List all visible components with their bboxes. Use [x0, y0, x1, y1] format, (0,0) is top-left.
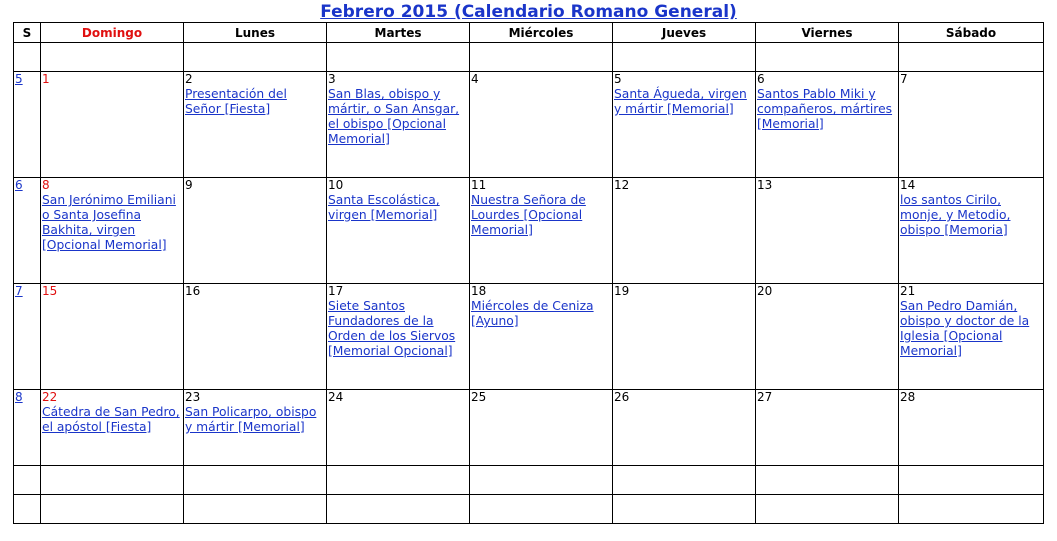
calendar-title-link[interactable]: Febrero 2015 (Calendario Romano General)	[320, 2, 737, 22]
day-number: 18	[471, 284, 487, 298]
day-cell	[899, 390, 1044, 466]
day-cell	[756, 390, 899, 466]
empty-cell	[41, 43, 184, 72]
day-number: 20	[757, 284, 773, 298]
header-monday: Lunes	[184, 23, 327, 43]
day-cell	[899, 284, 1044, 390]
empty-cell	[756, 466, 899, 495]
empty-cell	[756, 495, 899, 524]
event-link[interactable]: Santos Pablo Miki y compañeros, mártires [Memorial]	[757, 87, 893, 131]
empty-cell	[613, 43, 756, 72]
day-number: 1	[42, 72, 50, 86]
empty-row	[14, 495, 1044, 524]
day-number: 23	[185, 390, 201, 404]
day-cell	[184, 72, 327, 178]
empty-row	[14, 43, 1044, 72]
week-number-cell	[14, 72, 41, 178]
week-number-link[interactable]: 7	[15, 284, 23, 298]
day-number: 3	[328, 72, 336, 86]
week-number-cell	[14, 284, 41, 390]
empty-cell	[14, 43, 41, 72]
empty-cell	[327, 495, 470, 524]
empty-cell	[899, 495, 1044, 524]
day-cell	[327, 284, 470, 390]
day-number: 22	[42, 390, 58, 404]
day-cell	[756, 284, 899, 390]
header-saturday: Sábado	[899, 23, 1044, 43]
day-cell	[327, 390, 470, 466]
week-number-link[interactable]: 6	[15, 178, 23, 192]
day-number: 7	[900, 72, 908, 86]
day-number: 13	[757, 178, 773, 192]
day-cell	[184, 178, 327, 284]
empty-cell	[613, 466, 756, 495]
empty-cell	[470, 466, 613, 495]
header-row	[14, 23, 1044, 43]
day-cell	[613, 390, 756, 466]
header-tuesday: Martes	[327, 23, 470, 43]
event-link[interactable]: San Jerónimo Emiliani o Santa Josefina Bakhita, virgen [Opcional Memorial]	[42, 193, 176, 252]
day-number: 6	[757, 72, 765, 86]
day-cell	[756, 72, 899, 178]
empty-cell	[41, 466, 184, 495]
day-cell	[470, 72, 613, 178]
calendar-title	[0, 0, 1057, 23]
empty-cell	[327, 466, 470, 495]
event-link[interactable]: Santa Escolástica, virgen [Memorial]	[328, 193, 440, 222]
event-link[interactable]: San Pedro Damián, obispo y doctor de la Iglesia [Opcional Memorial]	[900, 299, 1030, 358]
empty-cell	[184, 43, 327, 72]
day-number: 12	[614, 178, 630, 192]
week-number-link[interactable]: 5	[15, 72, 23, 86]
day-number: 28	[900, 390, 916, 404]
empty-cell	[899, 43, 1044, 72]
empty-cell	[184, 495, 327, 524]
day-cell	[327, 72, 470, 178]
week-row	[14, 390, 1044, 466]
header-friday: Viernes	[756, 23, 899, 43]
day-cell	[184, 284, 327, 390]
week-number-cell	[14, 390, 41, 466]
day-cell	[470, 178, 613, 284]
event-link[interactable]: Siete Santos Fundadores de la Orden de los Siervos [Memorial Opcional]	[328, 299, 456, 358]
header-week: S	[14, 23, 41, 43]
empty-cell	[470, 495, 613, 524]
day-cell	[470, 284, 613, 390]
event-link[interactable]: Presentación del Señor [Fiesta]	[185, 87, 287, 116]
week-row	[14, 178, 1044, 284]
empty-cell	[756, 43, 899, 72]
empty-cell	[470, 43, 613, 72]
week-row	[14, 284, 1044, 390]
day-number: 24	[328, 390, 344, 404]
day-number: 21	[900, 284, 916, 298]
day-cell	[184, 390, 327, 466]
day-number: 27	[757, 390, 773, 404]
day-number: 4	[471, 72, 479, 86]
day-number: 2	[185, 72, 193, 86]
event-link[interactable]: Cátedra de San Pedro, el apóstol [Fiesta]	[42, 405, 180, 434]
event-link[interactable]: Miércoles de Ceniza [Ayuno]	[471, 299, 594, 328]
week-number-link[interactable]: 8	[15, 390, 23, 404]
day-number: 5	[614, 72, 622, 86]
empty-cell	[41, 495, 184, 524]
day-cell	[327, 178, 470, 284]
header-wednesday: Miércoles	[470, 23, 613, 43]
day-number: 14	[900, 178, 916, 192]
empty-cell	[899, 466, 1044, 495]
day-number: 25	[471, 390, 487, 404]
empty-cell	[184, 466, 327, 495]
empty-cell	[613, 495, 756, 524]
day-cell	[613, 284, 756, 390]
day-number: 16	[185, 284, 201, 298]
day-cell	[41, 178, 184, 284]
day-number: 15	[42, 284, 58, 298]
day-cell	[899, 72, 1044, 178]
week-number-cell	[14, 178, 41, 284]
event-link[interactable]: los santos Cirilo, monje, y Metodio, obispo [Memoria]	[900, 193, 1011, 237]
event-link[interactable]: San Policarpo, obispo y mártir [Memorial]	[185, 405, 317, 434]
day-cell	[41, 390, 184, 466]
empty-cell	[14, 466, 41, 495]
event-link[interactable]: Santa Águeda, virgen y mártir [Memorial]	[614, 87, 747, 116]
day-cell	[613, 72, 756, 178]
day-number: 19	[614, 284, 630, 298]
day-cell	[756, 178, 899, 284]
empty-row	[14, 466, 1044, 495]
day-number: 17	[328, 284, 344, 298]
day-cell	[41, 284, 184, 390]
day-number: 9	[185, 178, 193, 192]
day-cell	[613, 178, 756, 284]
empty-cell	[327, 43, 470, 72]
header-thursday: Jueves	[613, 23, 756, 43]
day-number: 26	[614, 390, 630, 404]
calendar-grid	[13, 22, 1044, 524]
week-row	[14, 72, 1044, 178]
empty-cell	[14, 495, 41, 524]
event-link[interactable]: Nuestra Señora de Lourdes [Opcional Memorial]	[471, 193, 586, 237]
day-cell	[41, 72, 184, 178]
day-cell	[470, 390, 613, 466]
day-number: 10	[328, 178, 344, 192]
event-link[interactable]: San Blas, obispo y mártir, o San Ansgar, el obispo [Opcional Memorial]	[328, 87, 460, 146]
day-number: 11	[471, 178, 487, 192]
day-number: 8	[42, 178, 50, 192]
header-sunday: Domingo	[41, 23, 184, 43]
day-cell	[899, 178, 1044, 284]
